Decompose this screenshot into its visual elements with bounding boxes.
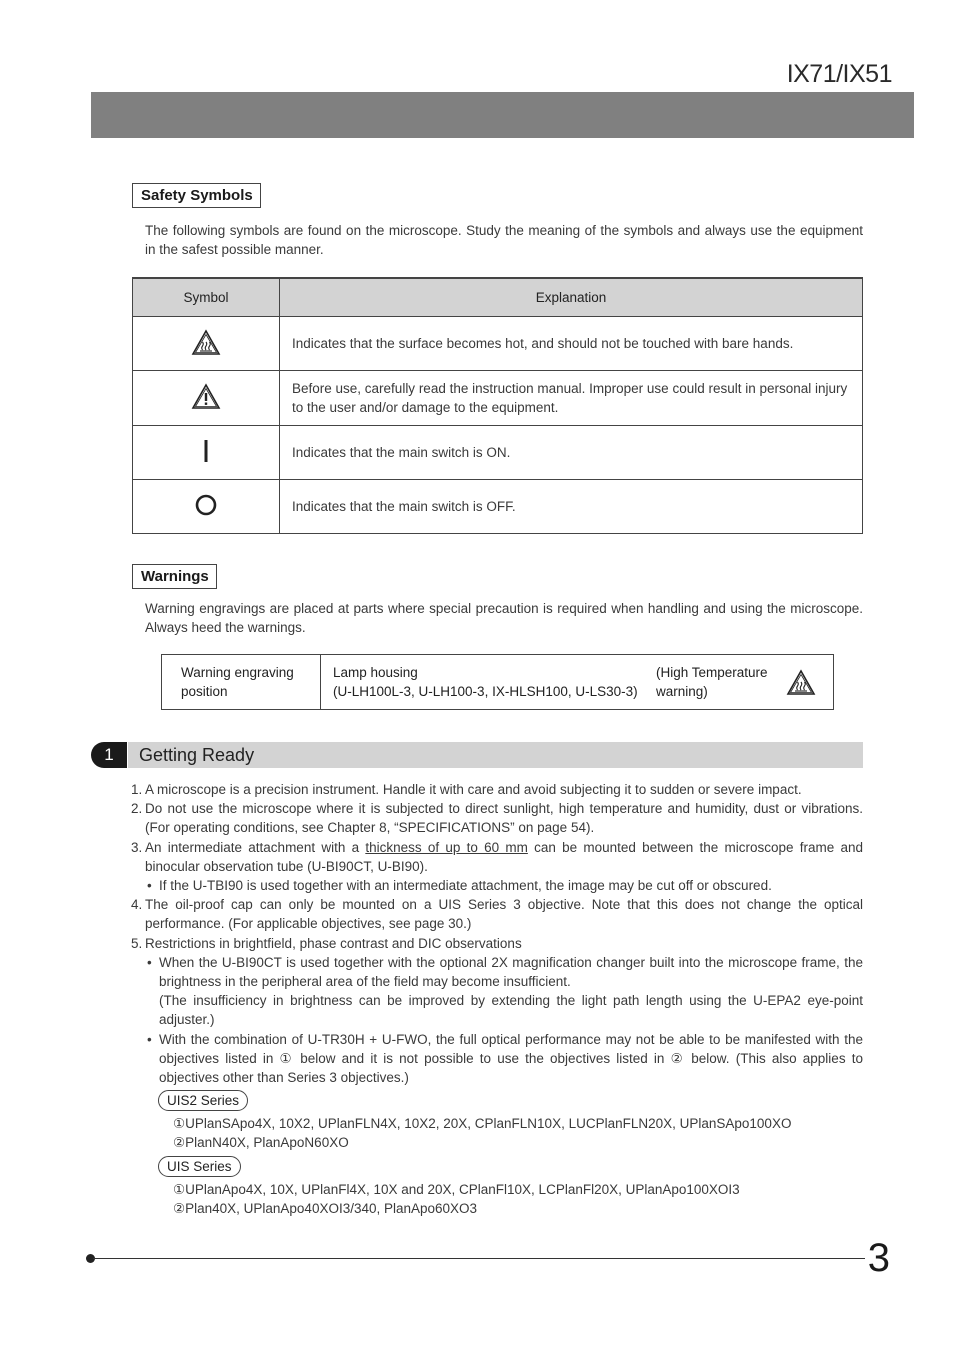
hot-surface-icon [191, 329, 221, 356]
objective-list-1: ①UPlanApo4X, 10X, UPlanFl4X, 10X and 20X, CPlanFl10X, LCPlanFl20X, UPlanApo100XOI3 [173, 1181, 740, 1197]
list-item: 4. The oil-proof cap can only be mounted on a UIS Series 3 objective. Note that this does not change the optical performance. (For applicable objectives, see page 30.) [131, 897, 863, 932]
series-block-uis [128, 1153, 863, 1218]
warnings-intro: Warning engravings are placed at parts where special precaution is required when handling and using the microscope. Always heed the warnings. [145, 601, 863, 635]
list-item: 1. A microscope is a precision instrument. Handle it with care and avoid subjecting it to sudden or severe impact. [131, 782, 802, 797]
header-banner [91, 92, 914, 138]
divider [320, 655, 321, 709]
symbol-cell [133, 426, 280, 480]
explanation-column-header: Explanation [280, 278, 863, 317]
page-number: 3 [867, 1236, 890, 1280]
engraving-type: (High Temperature warning) [656, 665, 768, 699]
bullet-item: • If the U-TBI90 is used together with an intermediate attachment, the image may be cut off or obscured. [147, 878, 772, 894]
bullet-note: (The insufficiency in brightness can be improved by extending the light path length using the U-EPA2 eye-point adjuster.) [159, 993, 863, 1028]
warnings-heading: Warnings [132, 564, 217, 589]
safety-symbols-heading: Safety Symbols [132, 183, 261, 208]
explanation-cell: Before use, carefully read the instruction manual. Improper use could result in personal injury to the user and/or damage to the equipment. [280, 371, 863, 426]
series-badge: UIS2 Series [158, 1090, 248, 1111]
bullet-item: • With the combination of U-TR30H + U-FWO, the full optical performance may not be able to be manifested with the objectives listed in ① below and it is not possible to use the objectives listed in ② below. (This also applies to objectives other than Series 3 objectives.) [147, 1031, 863, 1086]
hot-surface-icon [786, 669, 816, 696]
power-on-icon [201, 439, 211, 463]
safety-intro: The following symbols are found on the microscope. Study the meaning of the symbols and always use the equipment in the safest possible manner. [145, 223, 863, 257]
caution-icon [191, 383, 221, 410]
table-row [133, 480, 863, 534]
series-block-uis2 [128, 1087, 863, 1152]
symbol-cell [133, 371, 280, 426]
engraving-location: Lamp housing (U-LH100L-3, U-LH100-3, IX-HLSH100, U-LS30-3) [333, 665, 638, 699]
model-name: IX71/IX51 [786, 60, 892, 88]
section-title: Getting Ready [139, 745, 255, 765]
list-item: 5. Restrictions in brightfield, phase contrast and DIC observations [131, 935, 522, 951]
thickness-underline: thickness of up to 60 mm [365, 839, 528, 855]
getting-ready-list [128, 780, 863, 1218]
table-row [133, 317, 863, 371]
power-off-icon [194, 493, 218, 517]
table-row [133, 371, 863, 426]
symbol-column-header: Symbol [133, 278, 280, 317]
explanation-cell: Indicates that the main switch is OFF. [280, 480, 863, 534]
symbol-cell [133, 480, 280, 534]
engraving-position-label: Warning engraving position [181, 665, 294, 699]
footer-rule [93, 1258, 865, 1259]
objective-list-2: ②Plan40X, UPlanApo40XOI3/340, PlanApo60XO3 [173, 1200, 478, 1216]
warning-engraving-box [161, 654, 834, 710]
engraving-icon [786, 669, 816, 699]
objective-list-2: ②PlanN40X, PlanApoN60XO [173, 1135, 349, 1151]
safety-symbols-table [132, 277, 863, 534]
symbol-cell [133, 317, 280, 371]
section-number: 1 [91, 742, 127, 768]
explanation-cell: Indicates that the surface becomes hot, and should not be touched with bare hands. [280, 317, 863, 371]
bullet-item: • When the U-BI90CT is used together with the optional 2X magnification changer built into the microscope frame, the brightness in the peripheral area of the field may become insufficient. [147, 954, 863, 990]
series-badge: UIS Series [158, 1156, 241, 1177]
table-header-row [133, 278, 863, 317]
objective-list-1: ①UPlanSApo4X, 10X2, UPlanFLN4X, 10X2, 20X, CPlanFLN10X, LUCPlanFLN20X, UPlanSApo100XO [173, 1116, 792, 1132]
list-item: 2. Do not use the microscope where it is subjected to direct sunlight, high temperature and humidity, dust or vibrations. (For operating conditions, see Chapter 8, “SPECIFICATIONS” on page 54). [131, 801, 863, 836]
explanation-cell: Indicates that the main switch is ON. [280, 426, 863, 480]
table-row [133, 426, 863, 480]
list-item: 3. An intermediate attachment with a thickness of up to 60 mm can be mounted between the microscope frame and binocular observation tube (U-BI90CT, U-BI90). [131, 839, 864, 874]
